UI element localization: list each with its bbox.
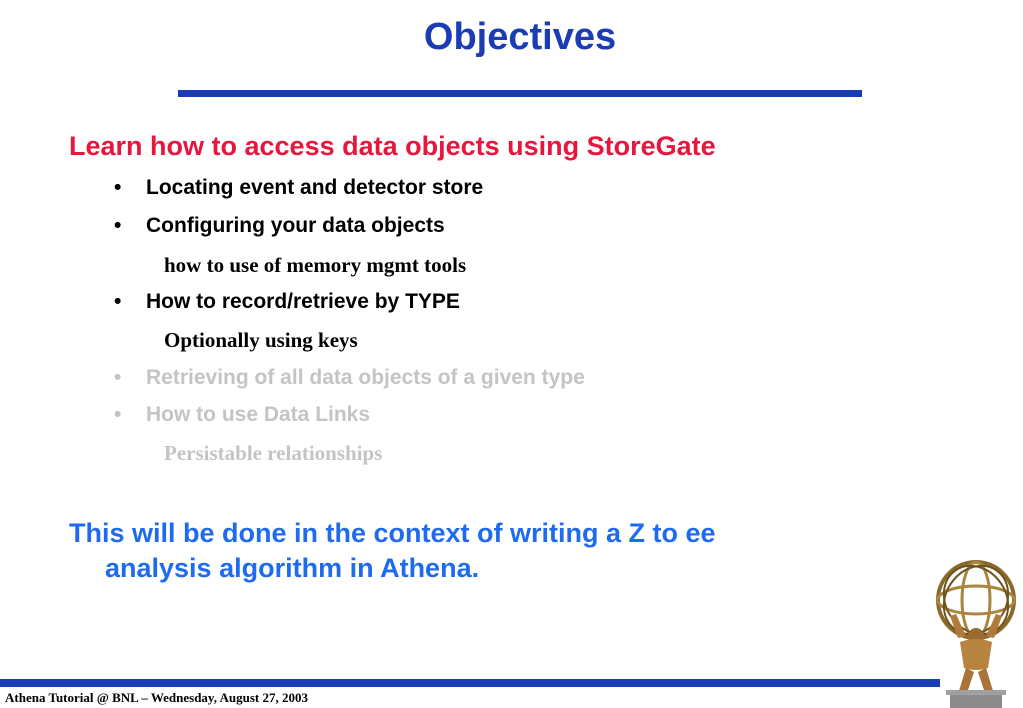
bullet-marker: • (114, 176, 122, 199)
bullet-item (114, 214, 445, 238)
bullet-text: Configuring your data objects (146, 214, 445, 237)
bullet-item-dimmed (114, 403, 370, 427)
slide-title: Objectives (423, 16, 617, 58)
bullet-item-dimmed (114, 366, 585, 390)
section-heading-context (69, 516, 716, 586)
bullet-text: How to record/retrieve by TYPE (146, 290, 460, 313)
atlas-figure-icon (928, 556, 1023, 708)
sub-item: Optionally using keys (164, 328, 358, 352)
context-line-2: analysis algorithm in Athena. (105, 553, 480, 583)
footer-rule (0, 679, 940, 687)
context-line-1: This will be done in the context of writing a Z to ee (69, 518, 716, 548)
bullet-marker: • (114, 214, 122, 237)
bullet-text: How to use Data Links (146, 403, 371, 426)
bullet-marker: • (114, 366, 122, 389)
footer-text: Athena Tutorial @ BNL – Wednesday, August 27, 2003 (5, 690, 308, 705)
bullet-text: Retrieving of all data objects of a given type (146, 366, 585, 389)
title-underline (178, 90, 862, 97)
bullet-marker: • (114, 290, 122, 313)
sub-item-dimmed: Persistable relationships (164, 441, 383, 465)
bullet-marker: • (114, 403, 122, 426)
bullet-text: Locating event and detector store (146, 176, 484, 199)
sub-item: how to use of memory mgmt tools (164, 253, 467, 277)
bullet-item (114, 176, 483, 200)
section-heading-storegate: Learn how to access data objects using StoreGate (69, 131, 716, 161)
bullet-item (114, 290, 460, 314)
